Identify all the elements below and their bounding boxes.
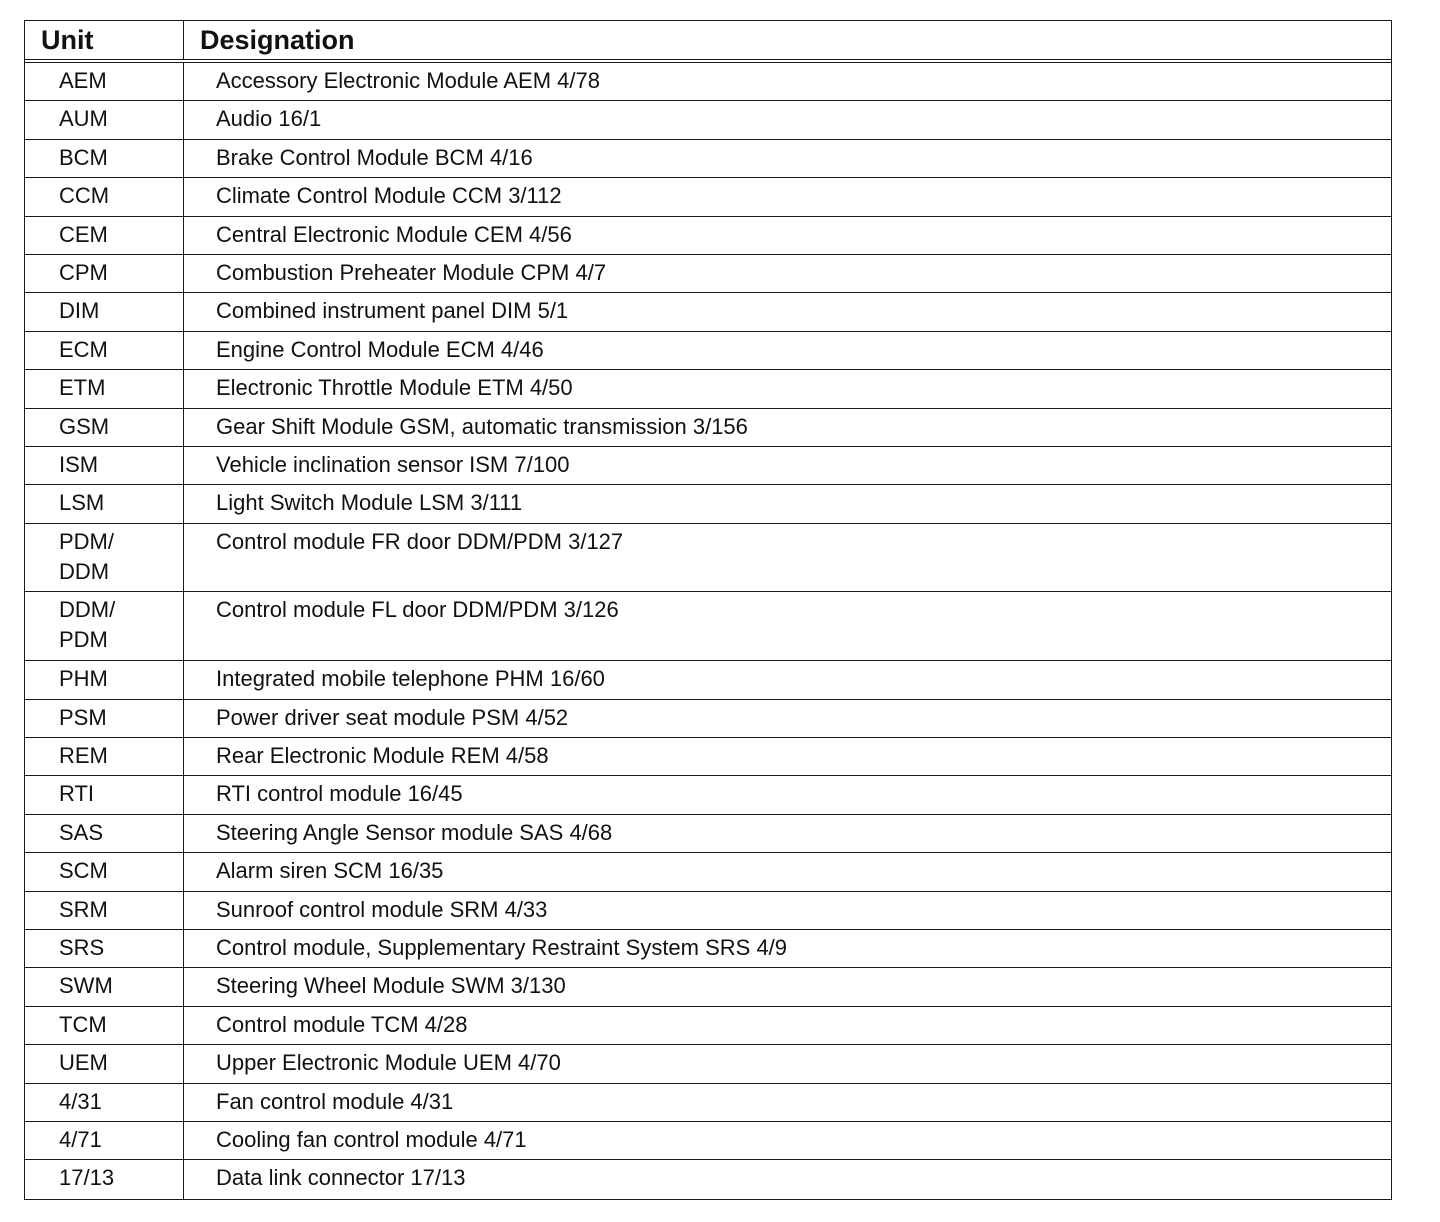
table-row xyxy=(25,738,1391,776)
unit-cell: CCM xyxy=(25,178,184,215)
table-row xyxy=(25,409,1391,447)
designation-cell: Alarm siren SCM 16/35 xyxy=(216,858,444,884)
table-row xyxy=(25,930,1391,968)
unit-designation-table xyxy=(24,20,1392,1200)
table-row xyxy=(25,853,1391,891)
designation-cell: Cooling fan control module 4/71 xyxy=(216,1126,527,1152)
designation-cell: Central Electronic Module CEM 4/56 xyxy=(216,221,572,247)
designation-cell: Steering Angle Sensor module SAS 4/68 xyxy=(216,819,613,845)
designation-cell: Rear Electronic Module REM 4/58 xyxy=(216,743,549,769)
unit-cell: DDM/ PDM xyxy=(25,592,184,660)
designation-cell: Fan control module 4/31 xyxy=(216,1088,454,1114)
table-row xyxy=(25,892,1391,930)
designation-cell: Vehicle inclination sensor ISM 7/100 xyxy=(216,451,570,477)
table-row xyxy=(25,447,1391,485)
designation-cell: Light Switch Module LSM 3/111 xyxy=(216,490,523,516)
unit-cell: PHM xyxy=(25,661,184,698)
designation-cell: RTI control module 16/45 xyxy=(216,781,463,807)
designation-cell: Engine Control Module ECM 4/46 xyxy=(216,336,544,362)
table-header-row xyxy=(25,21,1391,63)
designation-cell: Climate Control Module CCM 3/112 xyxy=(216,183,562,209)
table-row xyxy=(25,524,1391,593)
table-row xyxy=(25,255,1391,293)
unit-cell: PDM/ DDM xyxy=(25,524,184,592)
designation-cell: Brake Control Module BCM 4/16 xyxy=(216,144,533,170)
designation-cell: Power driver seat module PSM 4/52 xyxy=(216,704,569,730)
unit-cell: AEM xyxy=(25,63,184,100)
table-row xyxy=(25,700,1391,738)
table-row xyxy=(25,140,1391,178)
table-row xyxy=(25,968,1391,1006)
table-row xyxy=(25,178,1391,216)
table-row xyxy=(25,293,1391,331)
table-row xyxy=(25,1122,1391,1160)
header-designation: Designation xyxy=(200,25,355,55)
designation-cell: Upper Electronic Module UEM 4/70 xyxy=(216,1050,561,1076)
table-row xyxy=(25,1045,1391,1083)
unit-cell: LSM xyxy=(25,485,184,522)
table-row xyxy=(25,101,1391,139)
designation-cell: Control module FR door DDM/PDM 3/127 xyxy=(216,528,624,554)
designation-cell: Electronic Throttle Module ETM 4/50 xyxy=(216,375,573,401)
header-unit: Unit xyxy=(25,21,184,59)
table-row xyxy=(25,1007,1391,1045)
unit-cell: SCM xyxy=(25,853,184,890)
table-row xyxy=(25,776,1391,814)
unit-cell: BCM xyxy=(25,140,184,177)
designation-cell: Control module FL door DDM/PDM 3/126 xyxy=(216,597,619,623)
unit-cell: ETM xyxy=(25,370,184,407)
designation-cell: Accessory Electronic Module AEM 4/78 xyxy=(216,68,600,93)
designation-cell: Steering Wheel Module SWM 3/130 xyxy=(216,973,566,999)
table-row xyxy=(25,485,1391,523)
designation-cell: Gear Shift Module GSM, automatic transmission 3/156 xyxy=(216,413,748,439)
table-row xyxy=(25,332,1391,370)
designation-cell: Combined instrument panel DIM 5/1 xyxy=(216,298,569,324)
unit-cell: GSM xyxy=(25,409,184,446)
designation-cell: Control module, Supplementary Restraint System SRS 4/9 xyxy=(216,935,788,961)
unit-cell: SRM xyxy=(25,892,184,929)
table-row xyxy=(25,815,1391,853)
designation-cell: Data link connector 17/13 xyxy=(216,1165,466,1191)
table-row xyxy=(25,63,1391,101)
unit-cell: REM xyxy=(25,738,184,775)
table-row xyxy=(25,1084,1391,1122)
unit-cell: SRS xyxy=(25,930,184,967)
unit-cell: 4/71 xyxy=(25,1122,184,1159)
unit-cell: ECM xyxy=(25,332,184,369)
unit-cell: CEM xyxy=(25,217,184,254)
unit-cell: SWM xyxy=(25,968,184,1005)
table-row xyxy=(25,217,1391,255)
unit-cell: DIM xyxy=(25,293,184,330)
table-row xyxy=(25,370,1391,408)
table-row xyxy=(25,1160,1391,1198)
unit-cell: PSM xyxy=(25,700,184,737)
unit-cell: SAS xyxy=(25,815,184,852)
unit-cell: 4/31 xyxy=(25,1084,184,1121)
table-row xyxy=(25,592,1391,661)
table-row xyxy=(25,661,1391,699)
designation-cell: Audio 16/1 xyxy=(216,106,322,132)
unit-cell: CPM xyxy=(25,255,184,292)
unit-cell: AUM xyxy=(25,101,184,138)
unit-cell: RTI xyxy=(25,776,184,813)
designation-cell: Integrated mobile telephone PHM 16/60 xyxy=(216,666,605,692)
unit-cell: UEM xyxy=(25,1045,184,1082)
designation-cell: Sunroof control module SRM 4/33 xyxy=(216,896,548,922)
unit-cell: ISM xyxy=(25,447,184,484)
unit-cell: TCM xyxy=(25,1007,184,1044)
unit-cell: 17/13 xyxy=(25,1160,184,1198)
designation-cell: Control module TCM 4/28 xyxy=(216,1011,468,1037)
designation-cell: Combustion Preheater Module CPM 4/7 xyxy=(216,259,607,285)
